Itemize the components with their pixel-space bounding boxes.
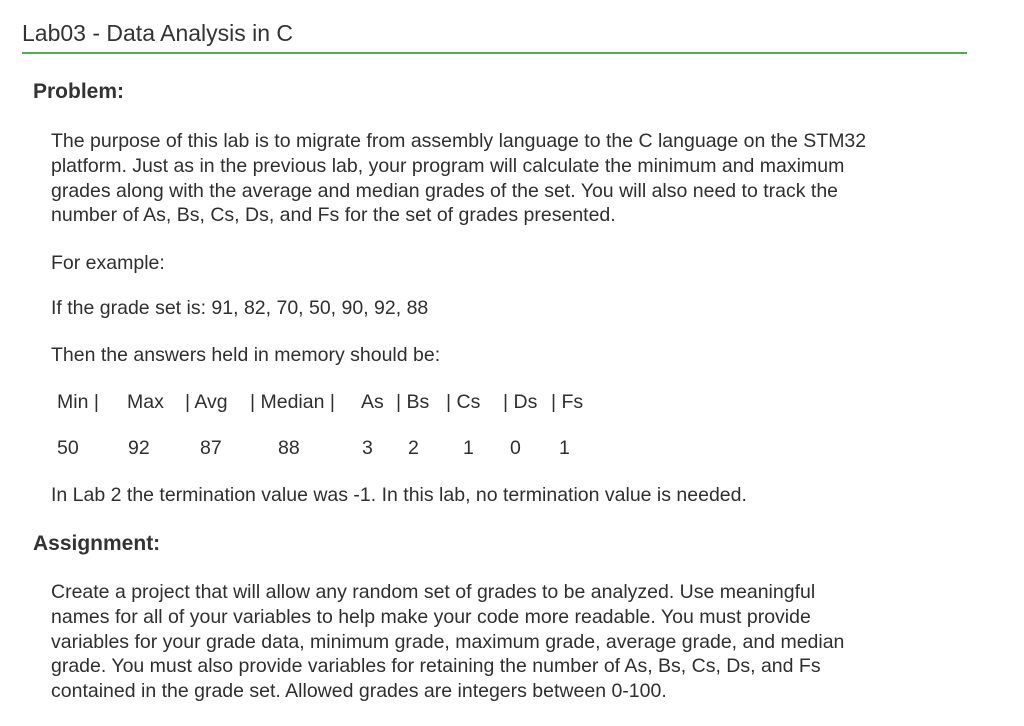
table-value-fs: 1 (559, 437, 570, 459)
table-value-median: 88 (278, 437, 300, 459)
paragraph-line: variables for your grade data, minimum grade, maximum grade, average grade, and median (51, 630, 845, 653)
assignment-paragraph (51, 580, 844, 704)
paragraph-line: platform. Just as in the previous lab, your program will calculate the minimum and maximum (51, 154, 845, 177)
paragraph-line: The purpose of this lab is to migrate from assembly language to the C language on the STM32 (51, 130, 867, 152)
table-header-ds: | Ds (503, 391, 538, 413)
problem-heading: Problem: (33, 80, 125, 103)
grade-set-text: If the grade set is: 91, 82, 70, 50, 90, 92, 88 (51, 297, 429, 319)
table-header-median: | Median | (250, 391, 335, 413)
table-header-max: Max (127, 391, 164, 413)
assignment-heading: Assignment: (33, 532, 161, 555)
table-value-max: 92 (128, 437, 150, 459)
paragraph-line: contained in the grade set. Allowed grades are integers between 0-100. (51, 680, 667, 703)
title-divider (22, 52, 967, 54)
paragraph-line: number of As, Bs, Cs, Ds, and Fs for the set of grades presented. (51, 204, 616, 227)
table-header-avg: | Avg (185, 391, 228, 413)
table-value-cs: 1 (463, 437, 474, 459)
table-value-bs: 2 (408, 437, 419, 459)
table-value-avg: 87 (200, 437, 222, 459)
table-value-as: 3 (362, 437, 373, 459)
table-header-fs: | Fs (551, 391, 584, 413)
page-title: Lab03 - Data Analysis in C (22, 20, 294, 46)
paragraph-line: Create a project that will allow any random set of grades to be analyzed. Use meaningful (51, 581, 816, 603)
table-header-cs: | Cs (446, 391, 481, 413)
paragraph-line: grade. You must also provide variables for retaining the number of As, Bs, Cs, Ds, and Fs (51, 655, 821, 678)
problem-intro-paragraph (51, 129, 866, 228)
table-header-bs: | Bs (396, 391, 430, 413)
table-value-min: 50 (57, 437, 79, 459)
paragraph-line: grades along with the average and median grades of the set. You will also need to track the (51, 179, 839, 202)
table-header-as: As (361, 391, 384, 413)
for-example-text: For example: (51, 252, 165, 274)
table-header-min: Min | (57, 391, 99, 413)
table-value-ds: 0 (510, 437, 521, 459)
paragraph-line: names for all of your variables to help make your code more readable. You must provide (51, 605, 811, 628)
termination-note: In Lab 2 the termination value was -1. In this lab, no termination value is needed. (51, 484, 747, 506)
answers-intro-text: Then the answers held in memory should be: (51, 344, 441, 366)
